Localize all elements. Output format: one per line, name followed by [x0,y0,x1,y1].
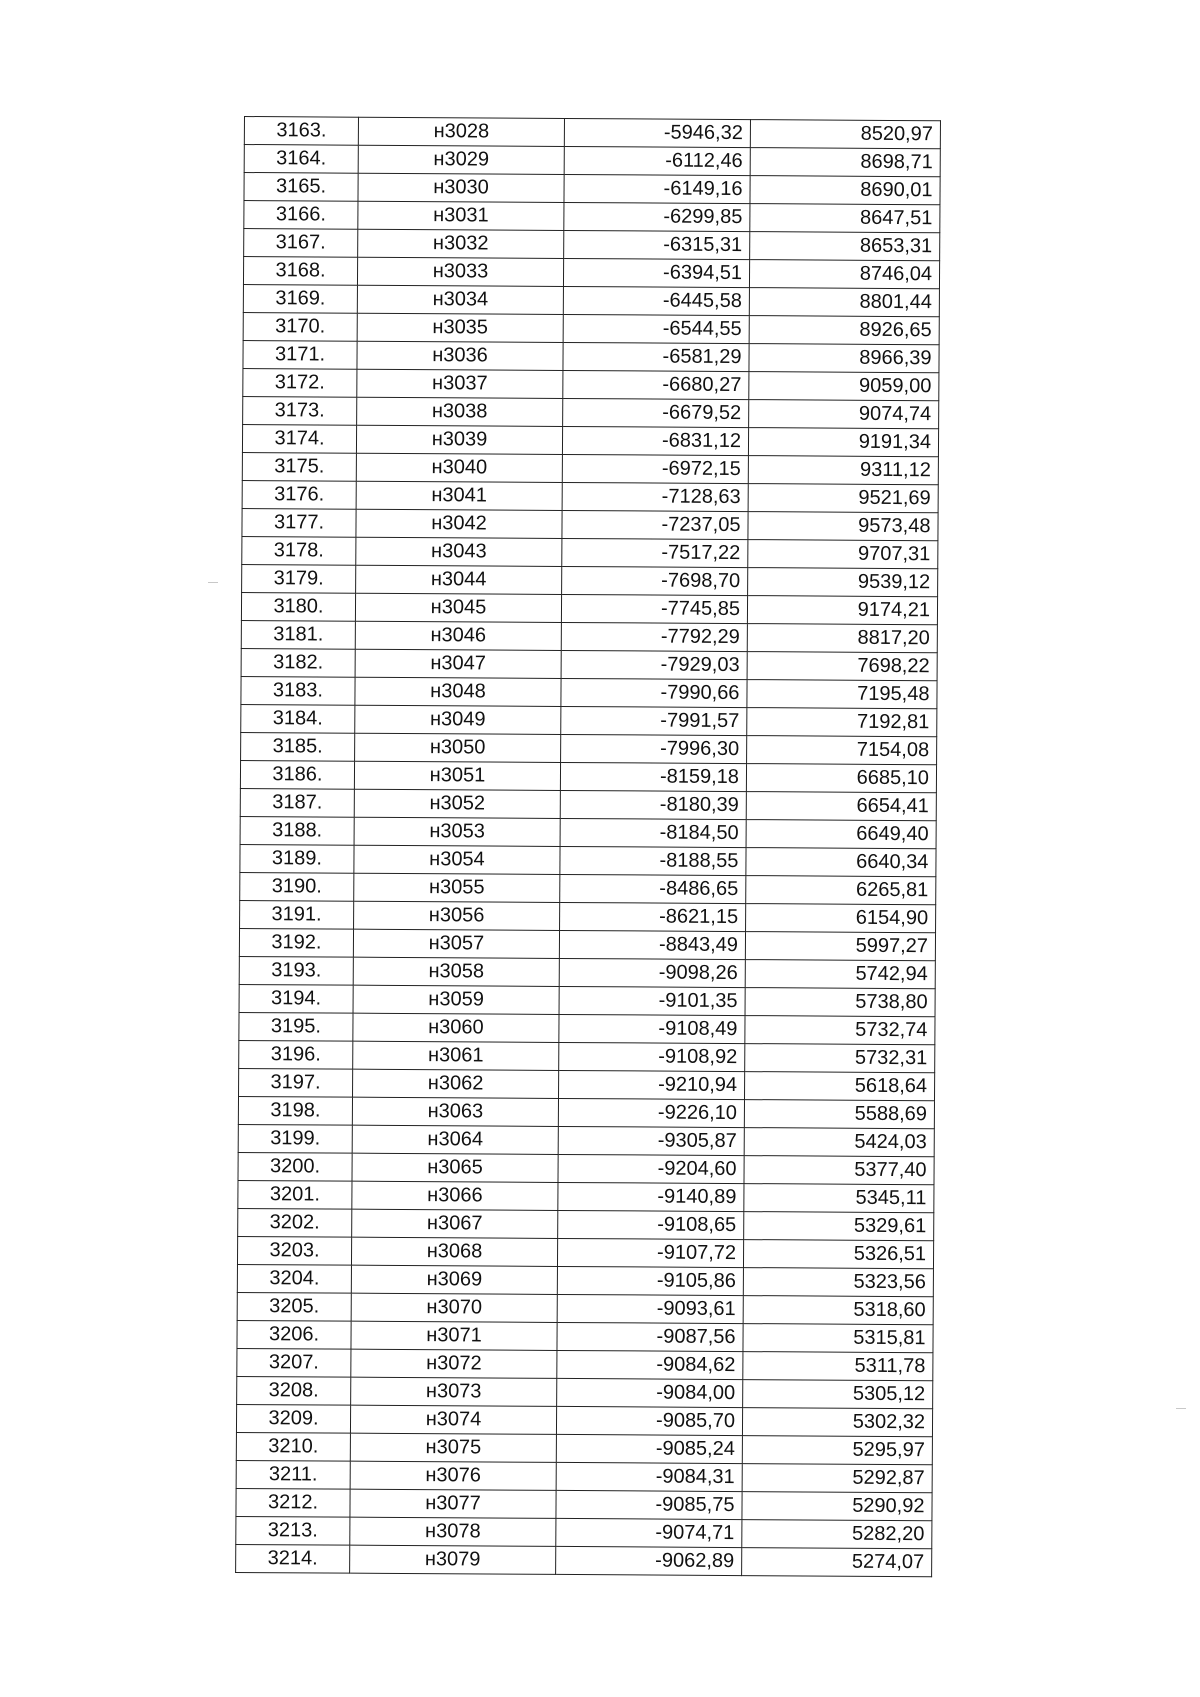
point-code-cell: н3049 [355,705,561,734]
point-code-cell: н3054 [354,845,560,874]
x-coordinate-cell: -6394,51 [563,258,749,287]
y-coordinate-cell: 8966,39 [749,344,939,373]
table-row [239,1012,935,1044]
table-row [242,424,938,456]
table-row [239,956,935,988]
table-row [239,984,935,1016]
point-code-cell: н3068 [351,1237,557,1266]
row-number-cell: 3204. [237,1264,351,1293]
scan-margin-mark [208,582,218,583]
table-row [243,284,939,316]
table-row [240,760,936,792]
row-number-cell: 3208. [237,1376,351,1405]
x-coordinate-cell: -8180,39 [560,790,746,819]
table-row [242,564,938,596]
point-code-cell: н3034 [357,285,563,314]
x-coordinate-cell: -8188,55 [560,846,746,875]
row-number-cell: 3197. [239,1068,353,1097]
row-number-cell: 3190. [240,872,354,901]
x-coordinate-cell: -9210,94 [559,1070,745,1099]
x-coordinate-cell: -9101,35 [559,986,745,1015]
y-coordinate-cell: 6654,41 [746,792,936,821]
x-coordinate-cell: -9085,70 [556,1406,742,1435]
x-coordinate-cell: -6299,85 [564,202,750,231]
point-code-cell: н3079 [350,1545,556,1574]
table-row [242,480,938,512]
point-code-cell: н3050 [355,733,561,762]
x-coordinate-cell: -8184,50 [560,818,746,847]
y-coordinate-cell: 6265,81 [746,876,936,905]
y-coordinate-cell: 9311,12 [748,456,938,485]
row-number-cell: 3173. [243,396,357,425]
x-coordinate-cell: -6544,55 [563,314,749,343]
point-code-cell: н3066 [352,1181,558,1210]
y-coordinate-cell: 5290,92 [742,1492,932,1521]
y-coordinate-cell: 5282,20 [742,1520,932,1549]
row-number-cell: 3195. [239,1012,353,1041]
table-row [241,620,937,652]
x-coordinate-cell: -9093,61 [557,1294,743,1323]
row-number-cell: 3206. [237,1320,351,1349]
x-coordinate-cell: -9074,71 [556,1518,742,1547]
x-coordinate-cell: -9108,92 [559,1042,745,1071]
y-coordinate-cell: 8698,71 [750,148,940,177]
table-row [236,1404,932,1436]
point-code-cell: н3055 [354,873,560,902]
y-coordinate-cell: 9074,74 [749,400,939,429]
x-coordinate-cell: -7128,63 [562,482,748,511]
point-code-cell: н3031 [358,201,564,230]
y-coordinate-cell: 9707,31 [748,540,938,569]
x-coordinate-cell: -7517,22 [562,538,748,567]
y-coordinate-cell: 9059,00 [749,372,939,401]
y-coordinate-cell: 5274,07 [742,1548,932,1577]
y-coordinate-cell: 7192,81 [747,708,937,737]
table-row [238,1208,934,1240]
table-row [237,1320,933,1352]
point-code-cell: н3074 [350,1405,556,1434]
table-row [241,732,937,764]
row-number-cell: 3188. [240,816,354,845]
row-number-cell: 3183. [241,676,355,705]
y-coordinate-cell: 5618,64 [745,1072,935,1101]
row-number-cell: 3169. [243,284,357,313]
row-number-cell: 3180. [241,592,355,621]
y-coordinate-cell: 9174,21 [747,596,937,625]
row-number-cell: 3192. [239,928,353,957]
y-coordinate-cell: 5323,56 [743,1268,933,1297]
row-number-cell: 3203. [237,1236,351,1265]
x-coordinate-cell: -7237,05 [562,510,748,539]
y-coordinate-cell: 5732,31 [745,1044,935,1073]
x-coordinate-cell: -8843,49 [559,930,745,959]
point-code-cell: н3057 [353,929,559,958]
row-number-cell: 3170. [243,312,357,341]
table-row [243,368,939,400]
y-coordinate-cell: 8746,04 [749,260,939,289]
point-code-cell: н3064 [352,1125,558,1154]
x-coordinate-cell: -9085,24 [556,1434,742,1463]
row-number-cell: 3166. [244,201,358,230]
point-code-cell: н3047 [355,649,561,678]
row-number-cell: 3201. [238,1180,352,1209]
scan-margin-mark [1176,1408,1186,1409]
point-code-cell: н3044 [356,565,562,594]
point-code-cell: н3033 [357,257,563,286]
point-code-cell: н3058 [353,957,559,986]
table-row [237,1376,933,1408]
x-coordinate-cell: -7792,29 [561,622,747,651]
point-code-cell: н3032 [358,229,564,258]
table-row [240,844,936,876]
x-coordinate-cell: -9062,89 [556,1546,742,1575]
point-code-cell: н3071 [351,1321,557,1350]
row-number-cell: 3207. [237,1348,351,1377]
point-code-cell: н3076 [350,1461,556,1490]
row-number-cell: 3211. [236,1460,350,1489]
table-row [242,508,938,540]
y-coordinate-cell: 8926,65 [749,316,939,345]
point-code-cell: н3065 [352,1153,558,1182]
x-coordinate-cell: -6112,46 [564,146,750,175]
point-code-cell: н3051 [354,761,560,790]
point-code-cell: н3075 [350,1433,556,1462]
x-coordinate-cell: -6831,12 [562,426,748,455]
point-code-cell: н3056 [354,901,560,930]
table-row [243,257,939,289]
row-number-cell: 3191. [240,900,354,929]
x-coordinate-cell: -9226,10 [558,1098,744,1127]
table-row [239,1068,935,1100]
y-coordinate-cell: 5345,11 [744,1184,934,1213]
x-coordinate-cell: -7698,70 [562,566,748,595]
row-number-cell: 3189. [240,844,354,873]
y-coordinate-cell: 7698,22 [747,652,937,681]
point-code-cell: н3040 [356,453,562,482]
x-coordinate-cell: -9140,89 [558,1182,744,1211]
x-coordinate-cell: -9204,60 [558,1154,744,1183]
row-number-cell: 3168. [243,257,357,286]
coordinates-table [235,116,941,1577]
x-coordinate-cell: -9105,86 [557,1266,743,1295]
x-coordinate-cell: -9084,62 [557,1350,743,1379]
y-coordinate-cell: 5311,78 [743,1352,933,1381]
row-number-cell: 3167. [244,229,358,258]
row-number-cell: 3165. [244,173,358,202]
table-row [236,1488,932,1520]
table-row [237,1236,933,1268]
y-coordinate-cell: 8653,31 [750,232,940,261]
row-number-cell: 3171. [243,340,357,369]
x-coordinate-cell: -9084,00 [557,1378,743,1407]
x-coordinate-cell: -6315,31 [564,230,750,259]
y-coordinate-cell: 9539,12 [748,568,938,597]
x-coordinate-cell: -5946,32 [564,118,750,147]
row-number-cell: 3177. [242,508,356,537]
point-code-cell: н3029 [358,145,564,174]
y-coordinate-cell: 5732,74 [745,1016,935,1045]
row-number-cell: 3176. [242,480,356,509]
point-code-cell: н3043 [356,537,562,566]
x-coordinate-cell: -6679,52 [563,398,749,427]
x-coordinate-cell: -7996,30 [561,734,747,763]
table-row [236,1432,932,1464]
point-code-cell: н3077 [350,1489,556,1518]
row-number-cell: 3202. [238,1208,352,1237]
table-row [236,1544,932,1576]
row-number-cell: 3199. [238,1124,352,1153]
row-number-cell: 3182. [241,648,355,677]
point-code-cell: н3039 [356,425,562,454]
x-coordinate-cell: -6445,58 [563,286,749,315]
row-number-cell: 3175. [242,452,356,481]
table-row [236,1460,932,1492]
x-coordinate-cell: -7990,66 [561,678,747,707]
y-coordinate-cell: 5305,12 [743,1380,933,1409]
point-code-cell: н3072 [351,1349,557,1378]
table-row [238,1096,934,1128]
y-coordinate-cell: 5588,69 [744,1100,934,1129]
y-coordinate-cell: 5292,87 [742,1464,932,1493]
table-row [241,592,937,624]
x-coordinate-cell: -6149,16 [564,174,750,203]
row-number-cell: 3187. [240,788,354,817]
table-row [242,452,938,484]
row-number-cell: 3181. [241,620,355,649]
point-code-cell: н3041 [356,481,562,510]
y-coordinate-cell: 5318,60 [743,1296,933,1325]
y-coordinate-cell: 5329,61 [744,1212,934,1241]
row-number-cell: 3213. [236,1516,350,1545]
point-code-cell: н3059 [353,985,559,1014]
row-number-cell: 3194. [239,984,353,1013]
y-coordinate-cell: 8801,44 [749,288,939,317]
point-code-cell: н3038 [357,397,563,426]
table-row [244,117,940,149]
table-row [240,872,936,904]
point-code-cell: н3067 [352,1209,558,1238]
row-number-cell: 3210. [236,1432,350,1461]
y-coordinate-cell: 5738,80 [745,988,935,1017]
table-row [241,704,937,736]
table-row [240,900,936,932]
row-number-cell: 3164. [244,145,358,174]
y-coordinate-cell: 8647,51 [750,204,940,233]
x-coordinate-cell: -7745,85 [561,594,747,623]
table-row [240,788,936,820]
y-coordinate-cell: 5295,97 [742,1436,932,1465]
point-code-cell: н3028 [358,117,564,146]
row-number-cell: 3174. [242,424,356,453]
row-number-cell: 3193. [239,956,353,985]
table-row [237,1348,933,1380]
x-coordinate-cell: -6680,27 [563,370,749,399]
table-row [242,536,938,568]
y-coordinate-cell: 9573,48 [748,512,938,541]
point-code-cell: н3070 [351,1293,557,1322]
row-number-cell: 3184. [241,704,355,733]
y-coordinate-cell: 9521,69 [748,484,938,513]
x-coordinate-cell: -9108,49 [559,1014,745,1043]
row-number-cell: 3205. [237,1292,351,1321]
y-coordinate-cell: 7154,08 [747,736,937,765]
row-number-cell: 3214. [236,1544,350,1573]
row-number-cell: 3186. [240,760,354,789]
table-row [239,928,935,960]
point-code-cell: н3042 [356,509,562,538]
row-number-cell: 3200. [238,1152,352,1181]
table-row [238,1124,934,1156]
y-coordinate-cell: 6640,34 [746,848,936,877]
x-coordinate-cell: -7991,57 [561,706,747,735]
x-coordinate-cell: -8486,65 [560,874,746,903]
y-coordinate-cell: 5997,27 [745,932,935,961]
y-coordinate-cell: 5302,32 [742,1408,932,1437]
table-row [244,145,940,177]
point-code-cell: н3037 [357,369,563,398]
point-code-cell: н3036 [357,341,563,370]
x-coordinate-cell: -9305,87 [558,1126,744,1155]
table-row [238,1180,934,1212]
y-coordinate-cell: 9191,34 [748,428,938,457]
table-row [237,1292,933,1324]
table-row [244,229,940,261]
y-coordinate-cell: 7195,48 [747,680,937,709]
x-coordinate-cell: -6972,15 [562,454,748,483]
point-code-cell: н3062 [353,1069,559,1098]
row-number-cell: 3209. [236,1404,350,1433]
x-coordinate-cell: -9085,75 [556,1490,742,1519]
x-coordinate-cell: -6581,29 [563,342,749,371]
point-code-cell: н3045 [355,593,561,622]
point-code-cell: н3063 [352,1097,558,1126]
y-coordinate-cell: 6154,90 [746,904,936,933]
x-coordinate-cell: -7929,03 [561,650,747,679]
x-coordinate-cell: -9107,72 [557,1238,743,1267]
point-code-cell: н3046 [355,621,561,650]
y-coordinate-cell: 8817,20 [747,624,937,653]
x-coordinate-cell: -9098,26 [559,958,745,987]
row-number-cell: 3179. [242,564,356,593]
y-coordinate-cell: 6685,10 [746,764,936,793]
point-code-cell: н3052 [354,789,560,818]
y-coordinate-cell: 6649,40 [746,820,936,849]
y-coordinate-cell: 5326,51 [743,1240,933,1269]
point-code-cell: н3048 [355,677,561,706]
table-row [238,1152,934,1184]
row-number-cell: 3163. [244,117,358,146]
point-code-cell: н3069 [351,1265,557,1294]
table-row [241,648,937,680]
x-coordinate-cell: -8159,18 [560,762,746,791]
x-coordinate-cell: -9084,31 [556,1462,742,1491]
x-coordinate-cell: -9108,65 [558,1210,744,1239]
y-coordinate-cell: 5377,40 [744,1156,934,1185]
table-row [237,1264,933,1296]
row-number-cell: 3196. [239,1040,353,1069]
y-coordinate-cell: 5424,03 [744,1128,934,1157]
y-coordinate-cell: 5315,81 [743,1324,933,1353]
y-coordinate-cell: 8690,01 [750,176,940,205]
table-row [241,676,937,708]
table-row [239,1040,935,1072]
point-code-cell: н3060 [353,1013,559,1042]
point-code-cell: н3078 [350,1517,556,1546]
table-row [243,396,939,428]
x-coordinate-cell: -9087,56 [557,1322,743,1351]
table-row [244,201,940,233]
table-row [243,312,939,344]
coordinates-table-body [236,117,941,1577]
table-row [240,816,936,848]
y-coordinate-cell: 8520,97 [750,120,940,149]
table-row [244,173,940,205]
x-coordinate-cell: -8621,15 [560,902,746,931]
row-number-cell: 3212. [236,1488,350,1517]
row-number-cell: 3185. [241,732,355,761]
table-row [243,340,939,372]
point-code-cell: н3073 [351,1377,557,1406]
point-code-cell: н3053 [354,817,560,846]
row-number-cell: 3198. [238,1096,352,1125]
row-number-cell: 3172. [243,368,357,397]
point-code-cell: н3030 [358,173,564,202]
table-row [236,1516,932,1548]
point-code-cell: н3061 [353,1041,559,1070]
point-code-cell: н3035 [357,313,563,342]
row-number-cell: 3178. [242,536,356,565]
y-coordinate-cell: 5742,94 [745,960,935,989]
